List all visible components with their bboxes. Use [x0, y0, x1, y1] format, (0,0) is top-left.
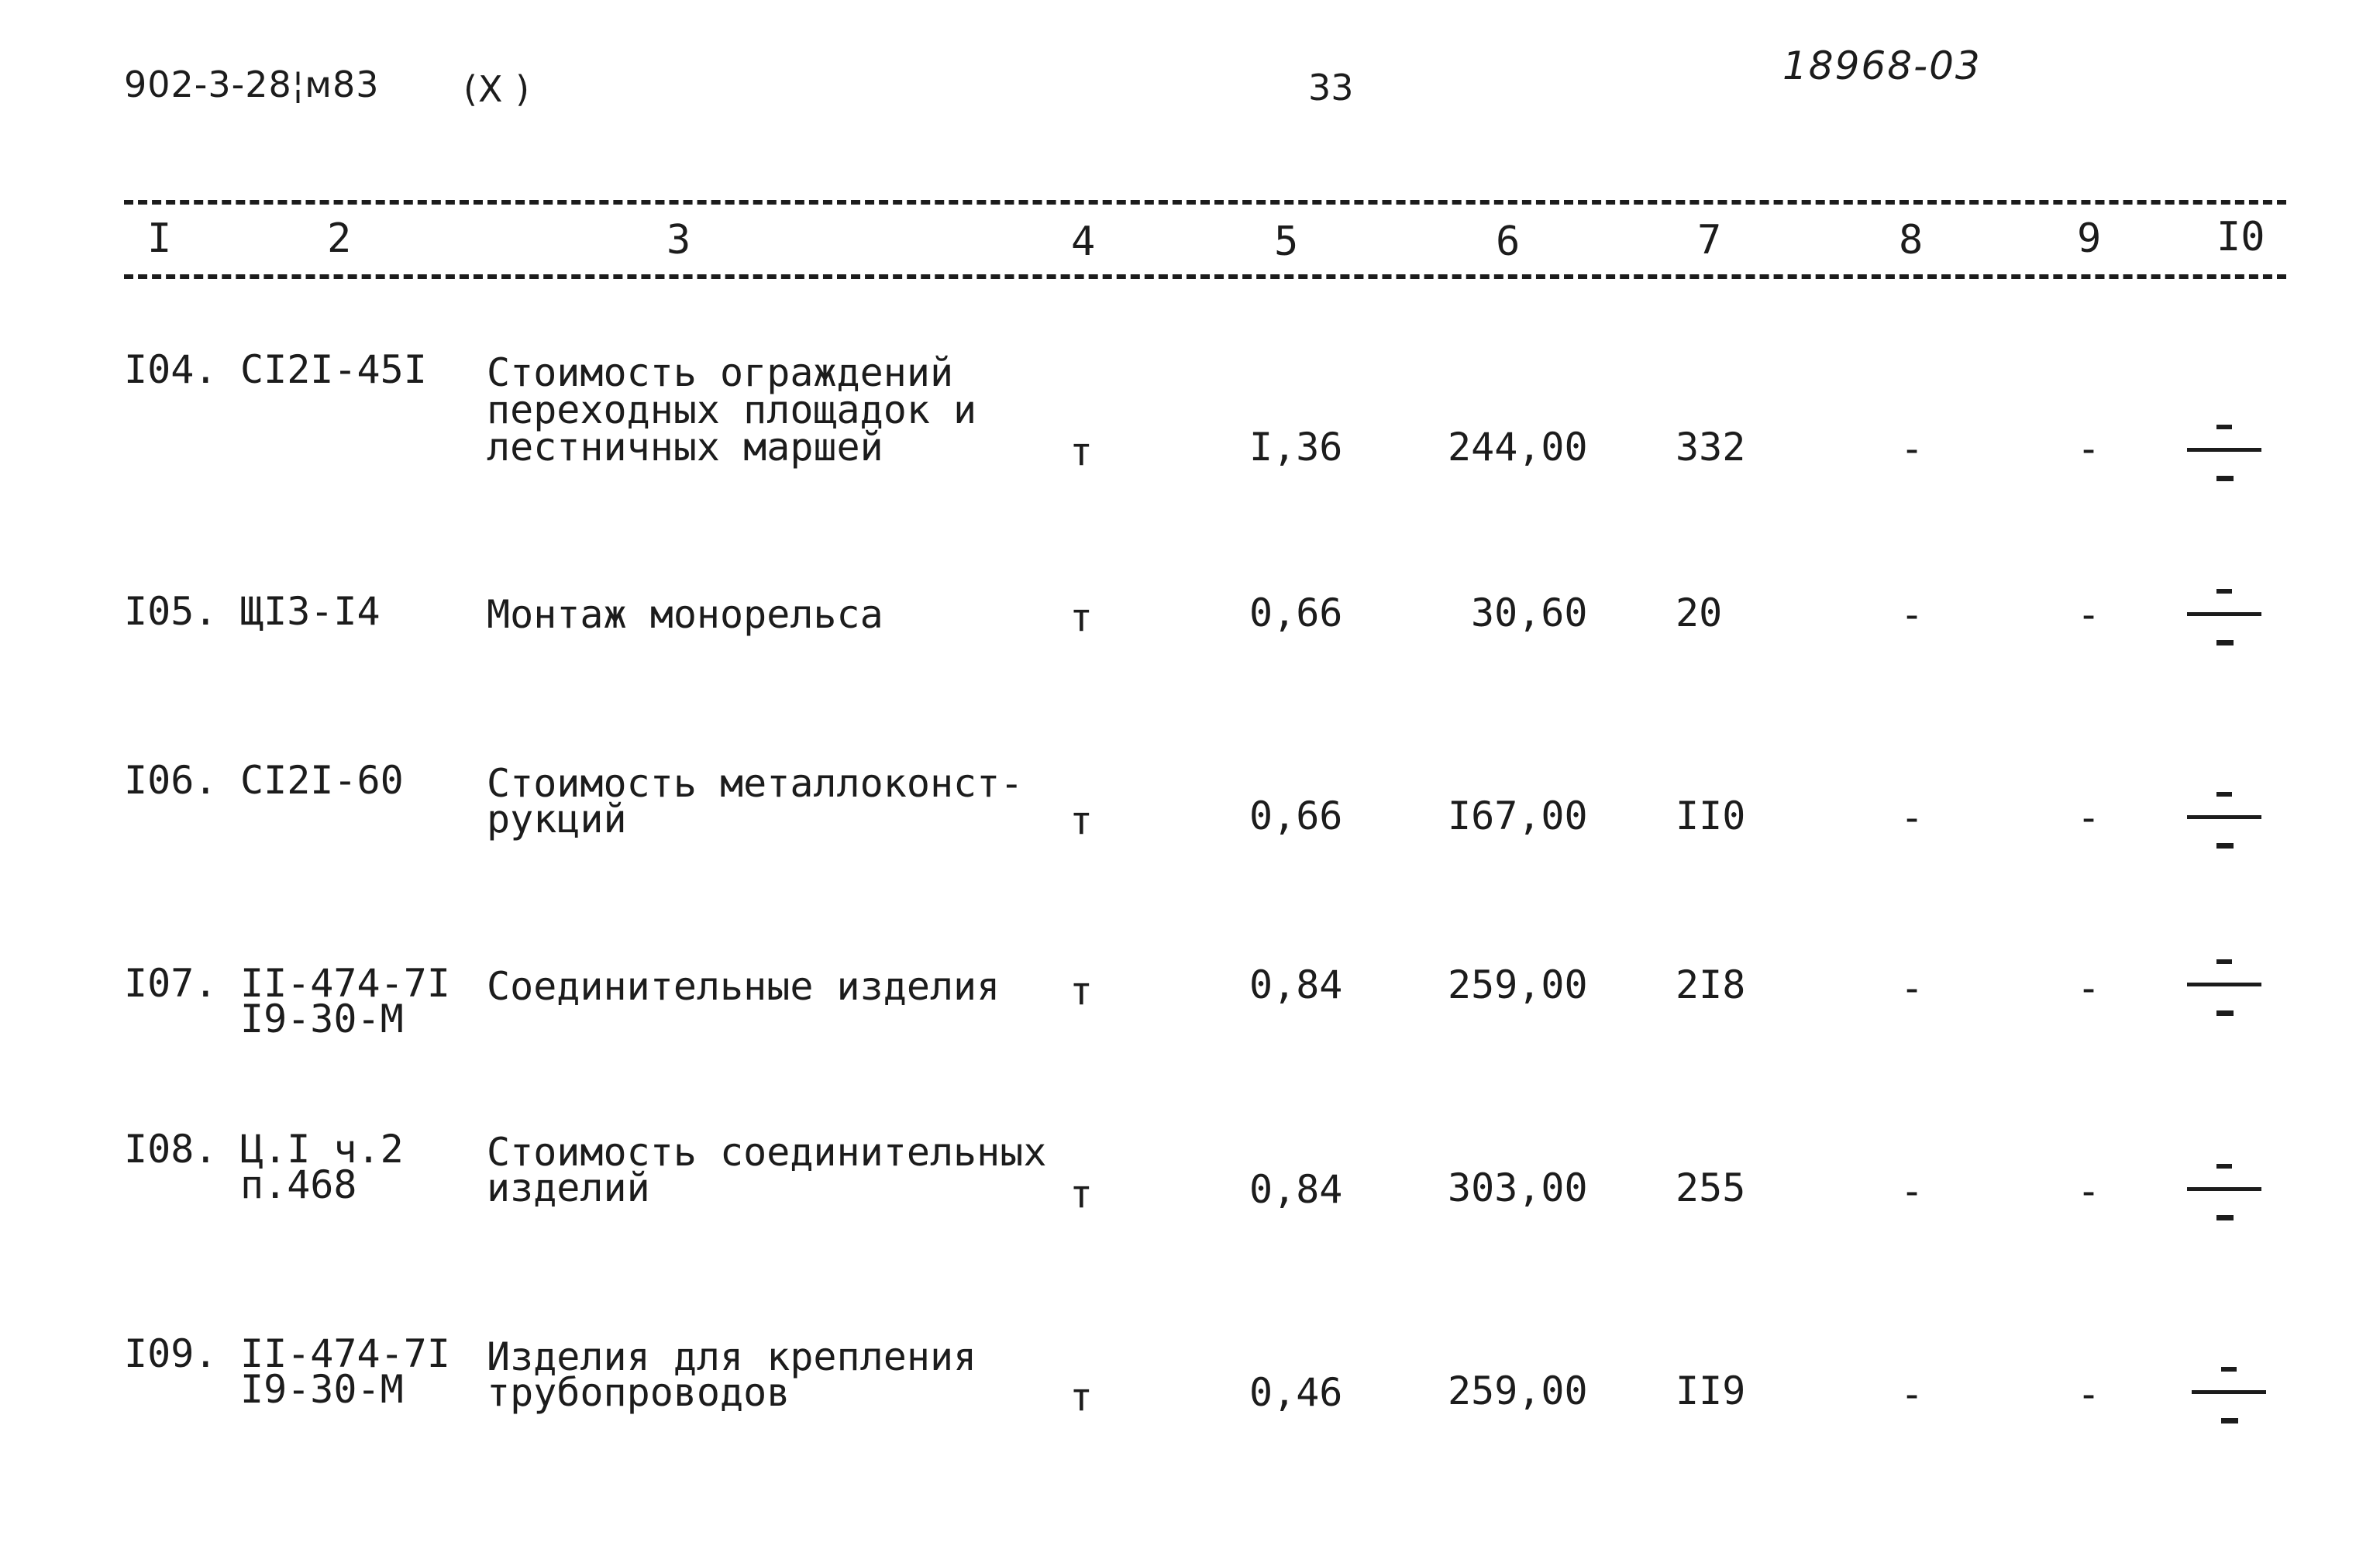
row-code-line: I9-30-М [240, 1367, 404, 1412]
document-mark: (X ) [463, 68, 531, 110]
row-total: 255 [1676, 1165, 1746, 1210]
row-unit-price: 244,00 [1448, 425, 1588, 470]
row-quantity: 0,84 [1249, 1167, 1343, 1212]
document-code: 902-3-28¦м83 [124, 64, 380, 105]
row-unit: т [1069, 595, 1094, 640]
row-col8-value: - [1900, 1169, 1924, 1213]
row-quantity: I,36 [1249, 425, 1343, 470]
column-header-3: 3 [666, 217, 691, 263]
column-header-10: I0 [2216, 214, 2265, 260]
row-total: 2I8 [1676, 962, 1746, 1007]
column-header-9: 9 [2077, 215, 2102, 262]
row-description-line: изделий [487, 1165, 650, 1210]
col10-fraction-dash [2192, 1361, 2266, 1432]
row-quantity: 0,84 [1249, 962, 1343, 1007]
column-header-5: 5 [1274, 219, 1299, 265]
row-col9-value: - [2077, 1169, 2101, 1213]
row-description-line: Изделия для крепления [487, 1334, 977, 1379]
row-quantity: 0,46 [1249, 1370, 1343, 1415]
row-col8-value: - [1900, 1372, 1924, 1417]
row-description-line: Монтаж монорельса [487, 592, 883, 637]
row-col9-value: - [2077, 795, 2101, 840]
col10-fraction-dash [2187, 953, 2261, 1024]
col10-fraction-dash [2187, 583, 2261, 654]
row-number: I05. [124, 589, 218, 634]
column-header-8: 8 [1899, 217, 1924, 263]
row-code-line: II-474-7I [240, 961, 450, 1006]
row-col8-value: - [1900, 795, 1924, 840]
row-unit: т [1069, 798, 1094, 843]
header-top-rule [124, 200, 2286, 205]
page-number: 33 [1308, 67, 1354, 108]
row-total: II9 [1676, 1368, 1746, 1413]
row-code-line: ЩI3-I4 [240, 589, 381, 634]
row-col9-value: - [2077, 426, 2101, 471]
row-description-line: лестничных маршей [487, 425, 883, 470]
row-quantity: 0,66 [1249, 793, 1343, 838]
row-unit-price: 30,60 [1471, 590, 1588, 635]
column-header-4: 4 [1071, 219, 1096, 265]
row-description-line: переходных площадок и [487, 387, 977, 432]
row-unit: т [1069, 429, 1094, 474]
row-number: I09. [124, 1331, 218, 1376]
row-total: 20 [1676, 590, 1723, 635]
row-description-line: рукций [487, 797, 627, 842]
row-description-line: Стоимость металлоконст- [487, 761, 1024, 806]
row-unit: т [1069, 969, 1094, 1014]
row-code-line: I9-30-М [240, 997, 404, 1041]
row-unit-price: 259,00 [1448, 962, 1588, 1007]
row-unit-price: I67,00 [1448, 793, 1588, 838]
row-col9-value: - [2077, 1372, 2101, 1417]
row-col9-value: - [2077, 592, 2101, 637]
row-col8-value: - [1900, 426, 1924, 471]
row-number: I08. [124, 1127, 218, 1172]
row-code-line: CI2I-45I [240, 347, 427, 392]
row-unit: т [1069, 1375, 1094, 1420]
document-reference: 18968-03 [1782, 43, 1982, 88]
row-number: I04. [124, 347, 218, 392]
column-header-2: 2 [327, 215, 352, 262]
row-total: 332 [1676, 425, 1746, 470]
row-total: II0 [1676, 793, 1746, 838]
row-col9-value: - [2077, 966, 2101, 1010]
col10-fraction-dash [2187, 1158, 2261, 1229]
row-description-line: Стоимость ограждений [487, 350, 954, 395]
row-unit-price: 259,00 [1448, 1368, 1588, 1413]
row-col8-value: - [1900, 966, 1924, 1010]
row-code-line: Ц.I ч.2 [240, 1127, 404, 1172]
column-header-1: I [147, 215, 172, 262]
row-code-line: II-474-7I [240, 1331, 450, 1376]
row-col8-value: - [1900, 592, 1924, 637]
row-description-line: трубопроводов [487, 1370, 790, 1415]
row-description-line: Стоимость соединительных [487, 1130, 1047, 1175]
row-unit: т [1069, 1172, 1094, 1217]
row-description-line: Соединительные изделия [487, 964, 1001, 1009]
row-code-line: CI2I-60 [240, 758, 404, 803]
column-header-6: 6 [1496, 219, 1521, 265]
row-unit-price: 303,00 [1448, 1165, 1588, 1210]
row-code-line: п.468 [240, 1162, 357, 1207]
col10-fraction-dash [2187, 786, 2261, 857]
row-quantity: 0,66 [1249, 590, 1343, 635]
header-bottom-rule [124, 274, 2286, 279]
col10-fraction-dash [2187, 418, 2261, 490]
row-number: I07. [124, 961, 218, 1006]
row-number: I06. [124, 758, 218, 803]
column-header-7: 7 [1697, 217, 1722, 263]
